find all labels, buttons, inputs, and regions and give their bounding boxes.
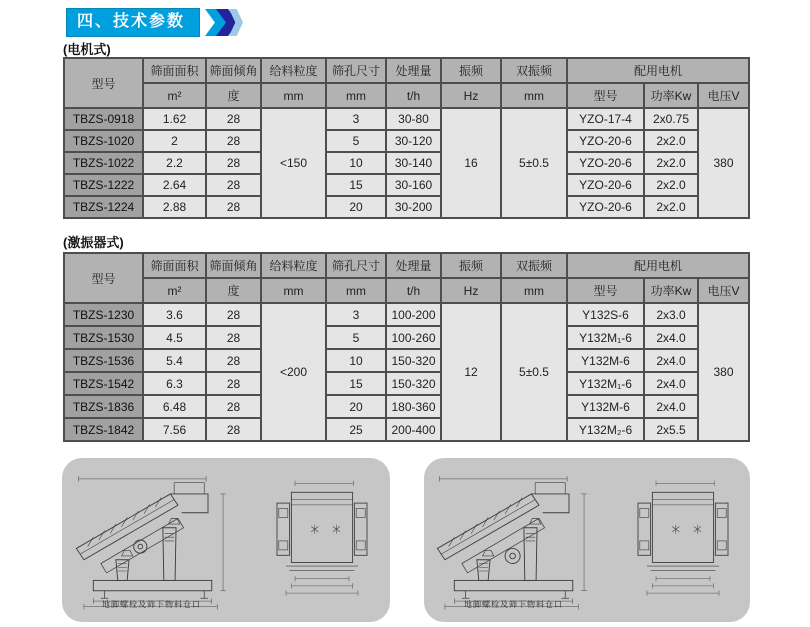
model-cell: TBZS-1022	[64, 152, 143, 174]
model-cell: TBZS-1230	[64, 303, 143, 326]
motor-column-header: 型号	[567, 278, 644, 303]
screen-angle-cell: 28	[206, 326, 261, 349]
motor-group-header: 配用电机	[567, 253, 749, 278]
screen-angle-cell: 28	[206, 349, 261, 372]
unit-header: mm	[501, 278, 567, 303]
unit-header: Hz	[441, 83, 501, 108]
model-cell: TBZS-1020	[64, 130, 143, 152]
screen-angle-cell: 28	[206, 108, 261, 130]
model-column-header: 型号	[64, 253, 143, 303]
side-view-drawing	[67, 466, 255, 614]
motor-power-cell: 2x4.0	[644, 372, 698, 395]
screen-area-cell: 4.5	[143, 326, 206, 349]
screen-angle-cell: 28	[206, 395, 261, 418]
unit-header: 度	[206, 278, 261, 303]
mesh-size-cell: 5	[326, 130, 386, 152]
table-row	[64, 418, 749, 441]
mesh-size-cell: 10	[326, 152, 386, 174]
frequency-cell: 16	[441, 108, 501, 218]
motor-group-header: 配用电机	[567, 58, 749, 83]
column-header: 处理量	[386, 253, 441, 278]
model-cell: TBZS-1224	[64, 196, 143, 218]
capacity-cell: 30-160	[386, 174, 441, 196]
section-banner	[66, 8, 243, 37]
motor-power-cell: 2x3.0	[644, 303, 698, 326]
model-cell: TBZS-1536	[64, 349, 143, 372]
spec-table-exciter-type	[63, 252, 750, 442]
screen-angle-cell: 28	[206, 196, 261, 218]
voltage-cell: 380	[698, 108, 749, 218]
motor-column-header: 功率Kw	[644, 83, 698, 108]
unit-header: m²	[143, 278, 206, 303]
mesh-size-cell: 5	[326, 326, 386, 349]
column-header: 筛面面积	[143, 253, 206, 278]
screen-area-cell: 5.4	[143, 349, 206, 372]
double-amplitude-cell: 5±0.5	[501, 303, 567, 441]
double-amplitude-cell: 5±0.5	[501, 108, 567, 218]
drawing-caption: 地脚螺栓及筛下物料仓口	[464, 600, 563, 609]
unit-header: mm	[261, 83, 326, 108]
motor-power-cell: 2x2.0	[644, 196, 698, 218]
mesh-size-cell: 25	[326, 418, 386, 441]
table-row	[64, 326, 749, 349]
mesh-size-cell: 20	[326, 196, 386, 218]
capacity-cell: 30-140	[386, 152, 441, 174]
capacity-cell: 30-80	[386, 108, 441, 130]
screen-area-cell: 6.3	[143, 372, 206, 395]
frequency-cell: 12	[441, 303, 501, 441]
model-column-header: 型号	[64, 58, 143, 108]
screen-angle-cell: 28	[206, 303, 261, 326]
motor-model-cell: Y132M-6	[567, 349, 644, 372]
motor-model-cell: Y132S-6	[567, 303, 644, 326]
capacity-cell: 200-400	[386, 418, 441, 441]
drawing-caption: 地脚螺栓及筛下物料仓口	[102, 600, 201, 609]
capacity-cell: 30-200	[386, 196, 441, 218]
feed-size-cell: <200	[261, 303, 326, 441]
section-label-motor-type: (电机式)	[63, 42, 111, 57]
screen-area-cell: 7.56	[143, 418, 206, 441]
model-cell: TBZS-1542	[64, 372, 143, 395]
motor-power-cell: 2x2.0	[644, 174, 698, 196]
table-row	[64, 174, 749, 196]
column-header: 双振频	[501, 253, 567, 278]
screen-area-cell: 1.62	[143, 108, 206, 130]
technical-drawing-panel	[62, 458, 390, 622]
table-row	[64, 395, 749, 418]
screen-area-cell: 2.88	[143, 196, 206, 218]
motor-model-cell: YZO-17-4	[567, 108, 644, 130]
model-cell: TBZS-1222	[64, 174, 143, 196]
column-header: 筛孔尺寸	[326, 253, 386, 278]
end-view-drawing	[259, 466, 385, 614]
column-header: 筛面倾角	[206, 253, 261, 278]
table-row	[64, 152, 749, 174]
technical-drawing-panel	[424, 458, 750, 622]
side-view-drawing	[428, 466, 616, 614]
capacity-cell: 150-320	[386, 349, 441, 372]
motor-power-cell: 2x4.0	[644, 349, 698, 372]
voltage-cell: 380	[698, 303, 749, 441]
motor-model-cell: YZO-20-6	[567, 196, 644, 218]
unit-header: Hz	[441, 278, 501, 303]
motor-column-header: 电压V	[698, 83, 749, 108]
motor-power-cell: 2x4.0	[644, 326, 698, 349]
motor-column-header: 电压V	[698, 278, 749, 303]
screen-angle-cell: 28	[206, 174, 261, 196]
mesh-size-cell: 15	[326, 372, 386, 395]
end-view-drawing	[620, 466, 746, 614]
unit-header: m²	[143, 83, 206, 108]
screen-angle-cell: 28	[206, 418, 261, 441]
column-header: 筛面倾角	[206, 58, 261, 83]
table-row	[64, 130, 749, 152]
table-row	[64, 349, 749, 372]
capacity-cell: 100-200	[386, 303, 441, 326]
mesh-size-cell: 10	[326, 349, 386, 372]
mesh-size-cell: 3	[326, 303, 386, 326]
column-header: 双振频	[501, 58, 567, 83]
table-row	[64, 196, 749, 218]
motor-model-cell: YZO-20-6	[567, 152, 644, 174]
motor-power-cell: 2x2.0	[644, 130, 698, 152]
unit-header: 度	[206, 83, 261, 108]
motor-column-header: 型号	[567, 83, 644, 108]
mesh-size-cell: 3	[326, 108, 386, 130]
motor-model-cell: YZO-20-6	[567, 174, 644, 196]
motor-model-cell: YZO-20-6	[567, 130, 644, 152]
table-row	[64, 303, 749, 326]
column-header: 筛孔尺寸	[326, 58, 386, 83]
table-row	[64, 372, 749, 395]
unit-header: t/h	[386, 83, 441, 108]
column-header: 处理量	[386, 58, 441, 83]
screen-angle-cell: 28	[206, 372, 261, 395]
feed-size-cell: <150	[261, 108, 326, 218]
screen-angle-cell: 28	[206, 152, 261, 174]
motor-power-cell: 2x2.0	[644, 152, 698, 174]
unit-header: mm	[501, 83, 567, 108]
capacity-cell: 180-360	[386, 395, 441, 418]
unit-header: mm	[326, 83, 386, 108]
motor-column-header: 功率Kw	[644, 278, 698, 303]
spec-table-motor-type	[63, 57, 750, 219]
capacity-cell: 150-320	[386, 372, 441, 395]
column-header: 振频	[441, 253, 501, 278]
mesh-size-cell: 20	[326, 395, 386, 418]
page-title: 四、技术参数	[66, 8, 200, 37]
capacity-cell: 100-260	[386, 326, 441, 349]
screen-area-cell: 3.6	[143, 303, 206, 326]
unit-header: t/h	[386, 278, 441, 303]
motor-power-cell: 2x4.0	[644, 395, 698, 418]
column-header: 筛面面积	[143, 58, 206, 83]
model-cell: TBZS-1530	[64, 326, 143, 349]
motor-power-cell: 2x5.5	[644, 418, 698, 441]
spec-table	[63, 252, 750, 442]
column-header: 给料粒度	[261, 253, 326, 278]
motor-model-cell: Y132M₁-6	[567, 326, 644, 349]
mesh-size-cell: 15	[326, 174, 386, 196]
motor-model-cell: Y132M₁-6	[567, 372, 644, 395]
section-label-exciter-type: (激振器式)	[63, 235, 124, 250]
unit-header: mm	[326, 278, 386, 303]
motor-power-cell: 2x0.75	[644, 108, 698, 130]
screen-angle-cell: 28	[206, 130, 261, 152]
screen-area-cell: 2.2	[143, 152, 206, 174]
model-cell: TBZS-1836	[64, 395, 143, 418]
column-header: 给料粒度	[261, 58, 326, 83]
model-cell: TBZS-1842	[64, 418, 143, 441]
model-cell: TBZS-0918	[64, 108, 143, 130]
screen-area-cell: 2.64	[143, 174, 206, 196]
unit-header: mm	[261, 278, 326, 303]
motor-model-cell: Y132M-6	[567, 395, 644, 418]
screen-area-cell: 6.48	[143, 395, 206, 418]
capacity-cell: 30-120	[386, 130, 441, 152]
column-header: 振频	[441, 58, 501, 83]
spec-table	[63, 57, 750, 219]
screen-area-cell: 2	[143, 130, 206, 152]
motor-model-cell: Y132M₂-6	[567, 418, 644, 441]
table-row	[64, 108, 749, 130]
